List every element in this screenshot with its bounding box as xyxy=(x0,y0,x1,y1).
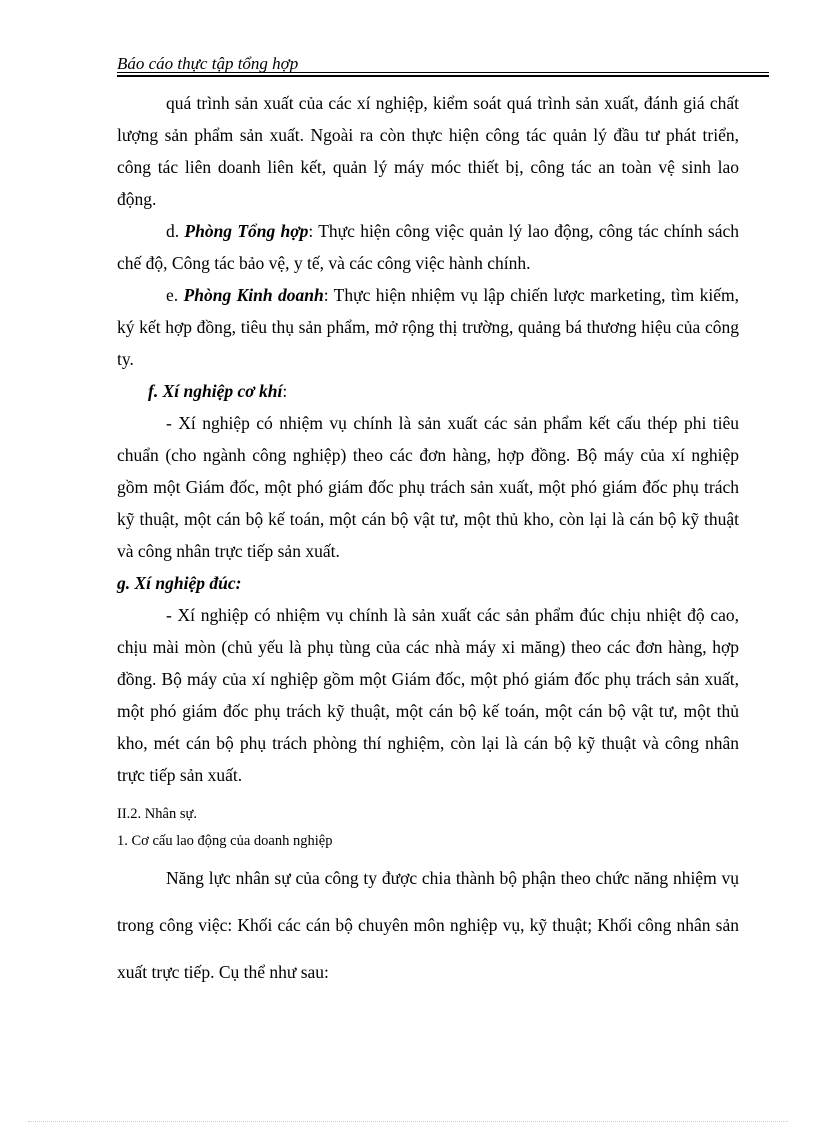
page-header xyxy=(117,52,769,78)
section-heading-nhan-su: II.2. Nhân sự. xyxy=(117,806,197,822)
item-label-d: d. xyxy=(166,221,185,241)
paragraph-nang-luc-nhan-su: Năng lực nhân sự của công ty được chia thành bộ phận theo chức năng nhiệm vụ trong công việc: Khối các cán bộ chuyên môn nghiệp vụ, kỹ thuật; Khối công nhân sản xuất trực tiếp. Cụ thể như sau: xyxy=(117,868,739,982)
item-label-e: e. xyxy=(166,285,184,305)
heading-colon: : xyxy=(282,381,288,401)
header-rule-thick xyxy=(117,75,769,77)
heading-xi-nghiep-duc: g. Xí nghiệp đúc: xyxy=(117,573,242,593)
subsection-heading-co-cau: 1. Cơ cấu lao động của doanh nghiệp xyxy=(117,833,333,849)
paragraph-phong-kinh-doanh xyxy=(117,279,739,375)
document-body xyxy=(117,87,739,996)
item-text-phong-tong-hop: : Thực hiện công việc quản lý lao động, công tác chính sách chế độ, Công tác bảo vệ, y tế, và các công việc hành chính. xyxy=(117,221,739,273)
item-title-phong-tong-hop: Phòng Tổng hợp xyxy=(184,221,309,241)
wide-paragraph-block xyxy=(117,855,739,996)
item-text-phong-kinh-doanh: : Thực hiện nhiệm vụ lập chiến lược marketing, tìm kiếm, ký kết hợp đồng, tiêu thụ sản phẩm, mở rộng thị trường, quảng bá thương hiệu của công ty. xyxy=(117,285,739,369)
paragraph-xi-nghiep-duc: - Xí nghiệp có nhiệm vụ chính là sản xuất các sản phẩm đúc chịu nhiệt độ cao, chịu mài mòn (chủ yếu là phụ tùng của các nhà máy xi măng) theo các đơn hàng, hợp đồng. Bộ máy của xí nghiệp gồm một Giám đốc, một phó giám đốc phụ trách sản xuất, một phó giám đốc phụ trách kỹ thuật, một cán bộ kế toán, một cán bộ vật tư, một thủ kho, mét cán bộ phụ trách phòng thí nghiệm, còn lại là cán bộ kỹ thuật và công nhân trực tiếp sản xuất. xyxy=(117,605,739,785)
heading-xi-nghiep-co-khi-title: f. Xí nghiệp cơ khí xyxy=(148,381,283,401)
paragraph-phong-tong-hop xyxy=(117,215,739,279)
paragraph-xi-nghiep-co-khi: - Xí nghiệp có nhiệm vụ chính là sản xuất các sản phẩm kết cấu thép phi tiêu chuẩn (cho ngành công nghiệp) theo các đơn hàng, hợp đồng. Bộ máy của xí nghiệp gồm một Giám đốc, một phó giám đốc phụ trách sản xuất, một phó giám đốc phụ trách kỹ thuật, một cán bộ kế toán, một cán bộ vật tư, một thủ kho, còn lại là cán bộ kỹ thuật và công nhân trực tiếp sản xuất. xyxy=(117,413,739,561)
item-title-phong-kinh-doanh: Phòng Kinh doanh xyxy=(183,285,324,305)
header-title: Báo cáo thực tập tổng hợp xyxy=(117,54,299,73)
paragraph-quality-control: quá trình sản xuất của các xí nghiệp, kiểm soát quá trình sản xuất, đánh giá chất lượng sản phẩm sản xuất. Ngoài ra còn thực hiện công tác quản lý đầu tư phát triển, công tác liên doanh liên kết, quản lý máy móc thiết bị, công tác an toàn vệ sinh lao động. xyxy=(117,93,739,209)
heading-xi-nghiep-co-khi xyxy=(117,375,739,407)
page-bottom-border xyxy=(28,1121,788,1122)
header-rule xyxy=(117,72,769,73)
